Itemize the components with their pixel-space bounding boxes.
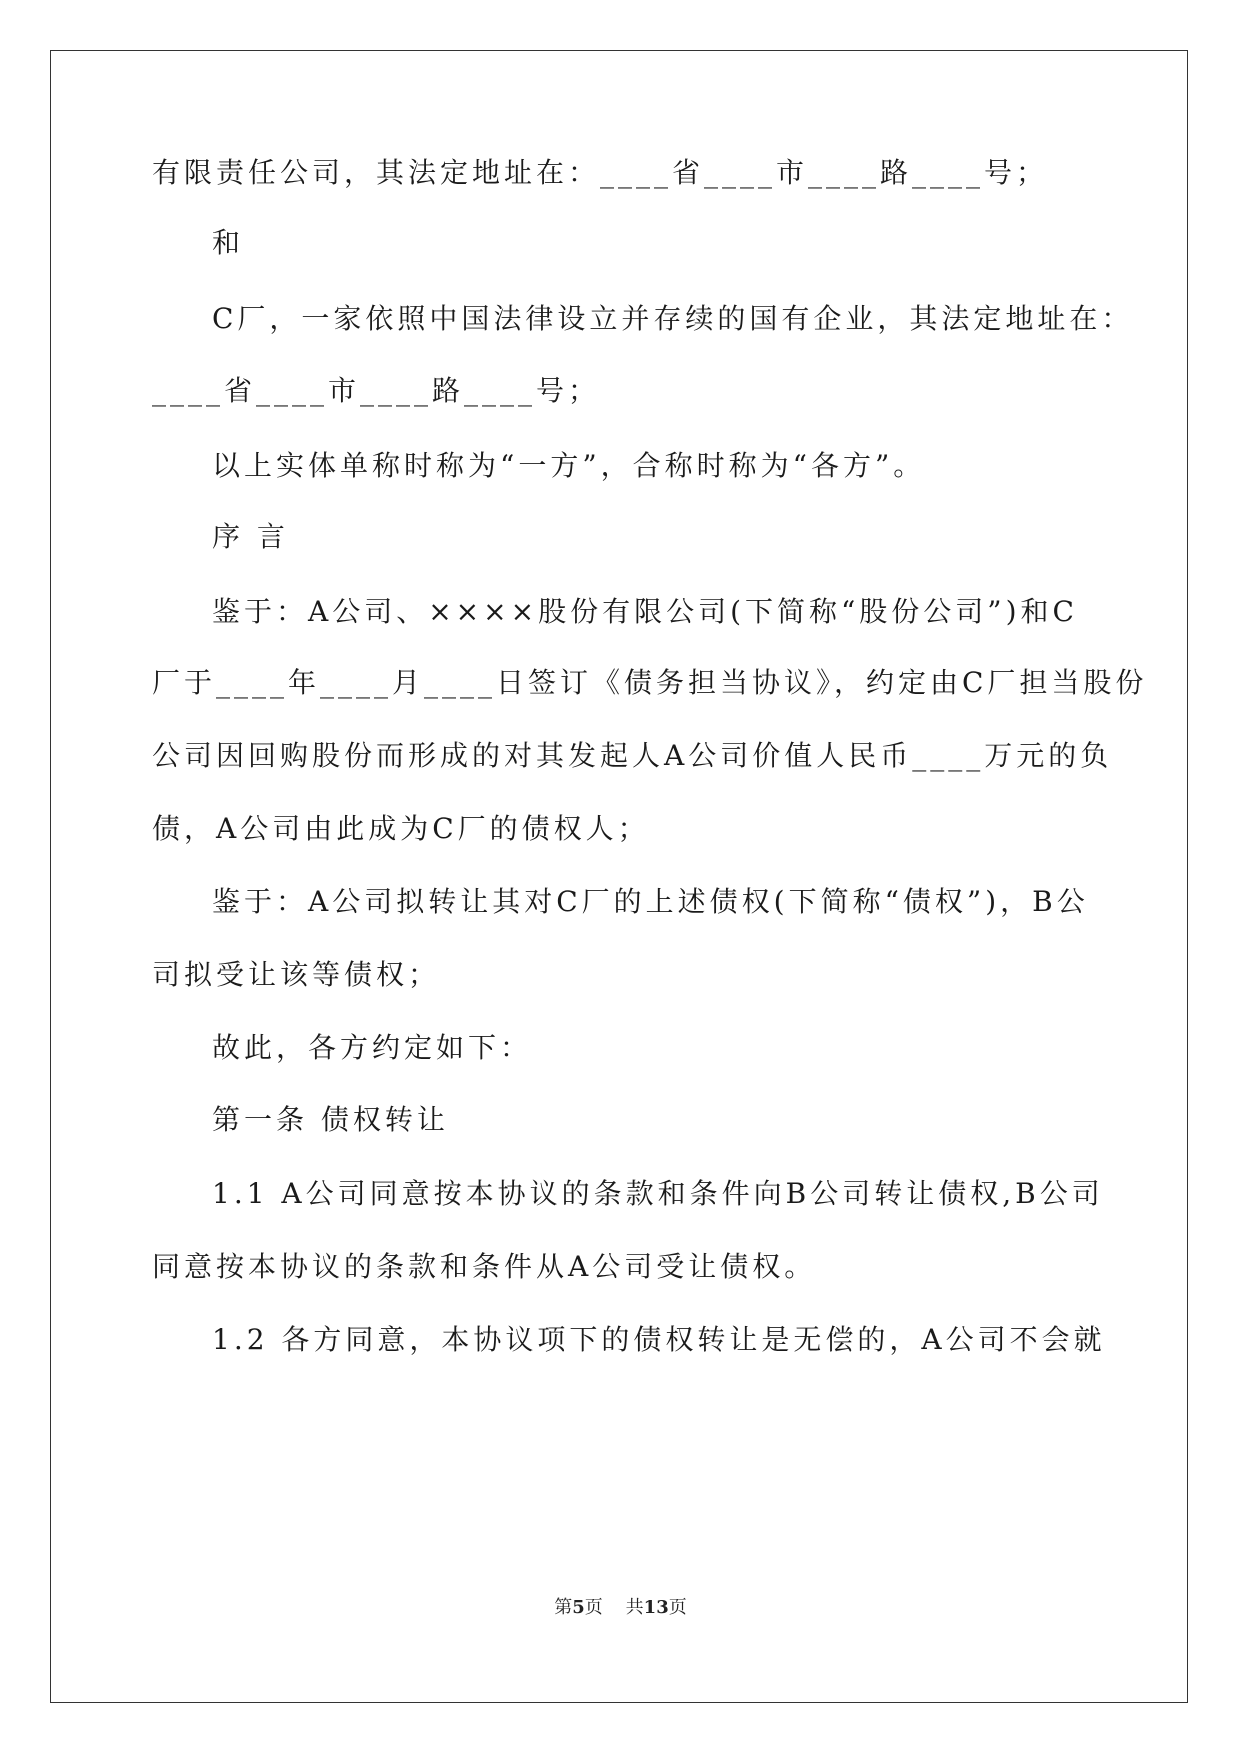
text-line: 司拟受让该等债权；	[152, 958, 441, 991]
text-line: 厂于____年____月____日签订《债务担当协议》，约定由C厂担当股份	[152, 666, 1148, 699]
section-heading: 序 言	[212, 520, 289, 553]
text-line: 故此，各方约定如下：	[212, 1031, 533, 1064]
total-pages: 13	[643, 1597, 669, 1618]
text-line: 以上实体单称时称为“一方”，合称时称为“各方”。	[212, 449, 926, 482]
page-suffix: 页	[584, 1597, 603, 1618]
page-prefix: 第	[554, 1597, 573, 1618]
page-footer	[0, 1596, 1241, 1620]
text-line: ____省____市____路____号；	[152, 374, 601, 407]
text-line: 公司因回购股份而形成的对其发起人A公司价值人民币____万元的负	[152, 739, 1113, 772]
text-line: C厂，一家依照中国法律设立并存续的国有企业，其法定地址在：	[212, 302, 1134, 335]
text-line: 和	[212, 226, 245, 259]
text-line: 有限责任公司，其法定地址在：____省____市____路____号；	[152, 156, 1049, 189]
text-line: 债，A公司由此成为C厂的债权人；	[152, 812, 650, 845]
text-line: 鉴于：A公司拟转让其对C厂的上述债权(下简称“债权”)，B公	[212, 885, 1089, 918]
text-line: 1.1 A公司同意按本协议的条款和条件向B公司转让债权,B公司	[212, 1177, 1104, 1210]
total-prefix: 共	[625, 1597, 644, 1618]
text-line: 1.2 各方同意，本协议项下的债权转让是无偿的，A公司不会就	[212, 1323, 1106, 1356]
total-suffix: 页	[668, 1597, 687, 1618]
page-number: 5	[572, 1597, 585, 1618]
page-border	[50, 50, 1188, 1703]
text-line: 同意按本协议的条款和条件从A公司受让债权。	[152, 1250, 817, 1283]
text-line: 鉴于：A公司、××××股份有限公司(下简称“股份公司”)和C	[212, 595, 1078, 628]
article-heading: 第一条 债权转让	[212, 1103, 449, 1136]
